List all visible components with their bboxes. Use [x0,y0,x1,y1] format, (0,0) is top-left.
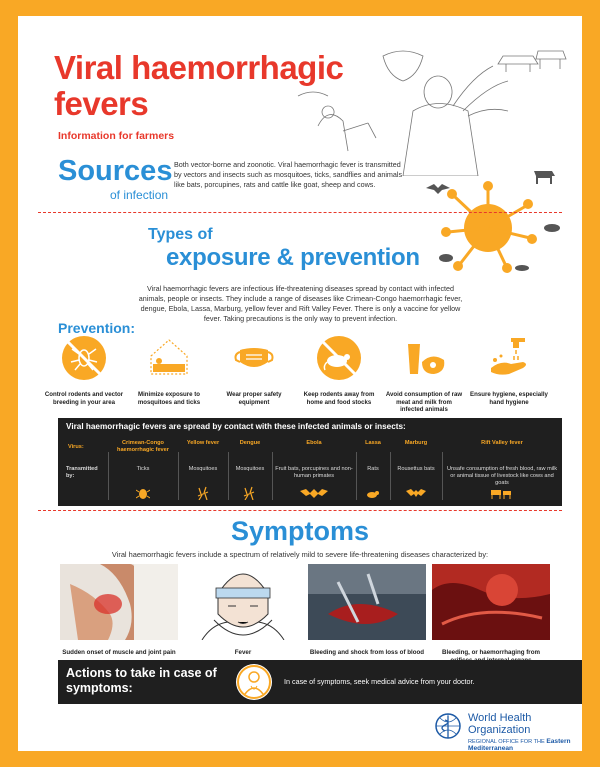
prevention-item [469,334,549,406]
bat-icon [300,486,328,500]
symptoms-heading: Symptoms [230,516,370,546]
tick-icon [136,486,150,500]
transmitted-by: Unsafe consumption of fresh blood, raw milk or animal tissue of livestock like cows and goats [446,466,558,486]
who-name-line-1: World Health [468,712,532,724]
transmitted-by: Mosquitoes [235,466,265,472]
mosquito-icon [242,486,256,500]
milk-meat-icon [400,334,448,382]
who-region [468,738,578,751]
column-divider [442,452,443,500]
symptom-item [432,564,550,664]
divider [38,510,562,511]
sources-subheading: of infection [110,188,169,202]
who-logo [428,708,578,750]
rat-icon [366,486,380,500]
types-label: Types of [148,226,213,243]
divider [38,212,562,213]
symptom-item [184,564,302,657]
actions-text: In case of symptoms, seek medical advice from your doctor. [284,677,475,686]
sources-heading: Sources [58,155,173,187]
prevention-item [214,334,294,406]
mosquito-icon [196,486,210,500]
virus-animals-illustration [426,166,566,276]
column-divider [356,452,357,500]
virus-row-label: Virus: [68,444,84,450]
symptom-item [308,564,426,657]
exposure-heading: exposure & prevention [166,244,420,271]
haemorrhage-photo [432,564,550,640]
virus-name: Dengue [239,440,261,446]
actions-band [58,660,582,704]
prevention-label: Keep rodents away from home and food stocks [303,391,375,406]
column-divider [108,452,109,500]
transmitted-by: Rats [367,466,379,472]
symptoms-intro: Viral haemorrhagic fevers include a spectrum of relatively mild to severe life-threatening diseases characterized by: [111,550,489,559]
bed-net-icon [145,334,193,382]
sources-text: Both vector-borne and zoonotic. Viral haemorrhagic fever is transmitted by vectors and insects such as mosquitoes, ticks, sandflies and animals like bats, porcupines, rats and cattle like goat, sheep and cows. [174,160,403,189]
prevention-item [299,334,379,406]
table-title: Viral haemorrhagic fevers are spread by contact with these infected animals or insects: [66,422,406,431]
poster [18,16,582,751]
prevention-label: Minimize exposure to mosquitoes and ticks [137,391,201,406]
prevention-item [384,334,464,414]
who-emblem-icon [432,710,464,742]
virus-name: Lassa [365,440,381,446]
prevention-heading: Prevention: [58,320,136,336]
transmitted-row-label: Transmitted by: [66,466,98,479]
column-divider [390,452,391,500]
column-divider [178,452,179,500]
bleeding-shock-photo [308,564,426,640]
transmitted-by: Ticks [136,466,150,472]
farmers-illustration [288,36,578,176]
actions-heading: Actions to take in case of symptoms: [66,666,217,695]
column-divider [228,452,229,500]
virus-name: Crimean-Congo haemorrhagic fever [117,440,169,453]
doctor-icon [234,662,274,702]
prevention-label: Control rodents and vector breeding in your area [44,391,124,406]
title-line-2: fevers [54,85,149,122]
column-divider [272,452,273,500]
virus-name: Marburg [404,440,428,446]
no-rats-icon [315,334,363,382]
who-region-prefix: REGIONAL OFFICE FOR THE [468,739,545,745]
transmission-table [58,418,562,506]
symptom-label: Fever [234,649,252,656]
livestock-icon [490,486,514,500]
virus-name: Yellow fever [186,440,220,446]
exposure-text: Viral haemorrhagic fevers are infectious life-threatening diseases spread by contact with infected animals, people or insects. They include a range of diseases like Crimean-Congo haemorrhagic fever, dengue, Ebola, Lassa, Marburg, yellow fever and Rift Valley Fever. There is only a vaccine for yellow fever. Taking precautions is the only way to prevent infection. [138,284,463,323]
prevention-item [129,334,209,406]
who-name [468,712,531,736]
page-subtitle: Information for farmers [58,130,175,142]
hand-washing-icon [485,334,533,382]
prevention-label: Avoid consumption of raw meat and milk from infected animals [385,391,463,413]
symptom-item [60,564,178,657]
no-insects-icon [60,334,108,382]
symptom-label: Sudden onset of muscle and joint pain [62,649,176,656]
face-mask-icon [230,334,278,382]
fever-illustration [184,564,302,640]
transmitted-by: Rousettus bats [397,466,435,472]
title-line-1: Viral haemorrhagic [54,49,344,86]
prevention-label: Ensure hygiene, especially hand hygiene [470,391,548,406]
virus-name: Rift Valley fever [481,440,523,446]
prevention-label: Wear proper safety equipment [226,391,282,406]
who-name-line-2: Organization [468,724,531,736]
prevention-item [44,334,124,406]
transmitted-by: Mosquitoes [188,466,218,472]
virus-name: Ebola [306,440,322,446]
muscle-pain-photo [60,564,178,640]
transmitted-by: Fruit bats, porcupines and non-human primates [275,466,353,479]
symptom-label: Bleeding and shock from loss of blood [309,649,425,656]
who-region-name: Eastern Mediterranean [468,738,571,751]
symptom-label: Bleeding, or haemorrhaging from [442,649,540,656]
bat-icon [406,486,426,500]
